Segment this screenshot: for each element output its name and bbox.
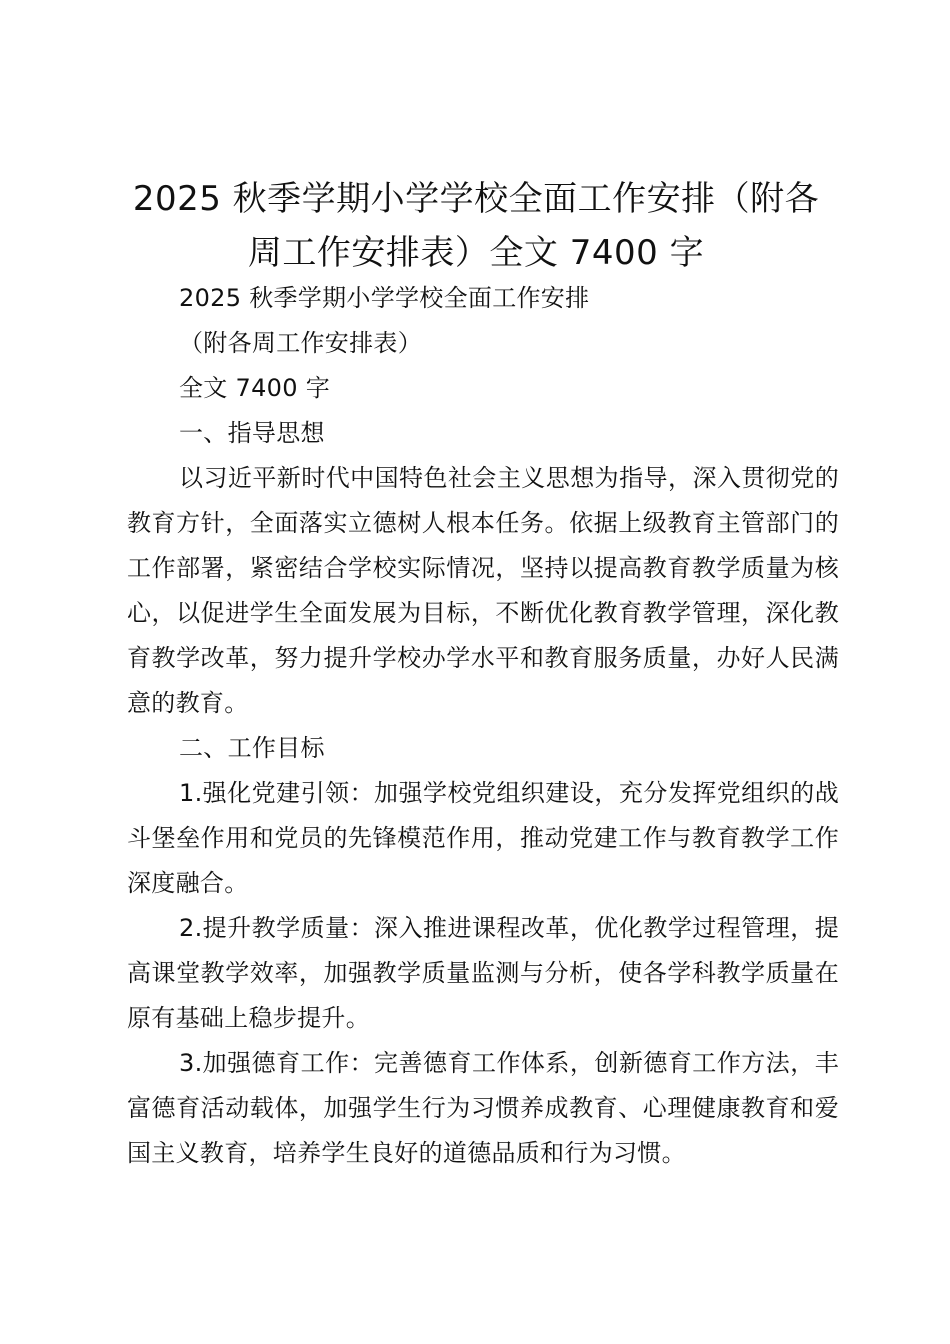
subtitle-line-2: （附各周工作安排表） [179,329,422,357]
paragraph-guiding-ideology: 以习近平新时代中国特色社会主义思想为指导，深入贯彻党的教育方针，全面落实立德树人根本任务。依据上级教育主管部门的工作部署，紧密结合学校实际情况，坚持以提高教育教学质量为核心，以促进学生全面发展为目标，不断优化教育教学管理，深化教育教学改革，努力提升学校办学水平和教育服务质量，办好人民满意的教育。 [127,464,839,717]
word-count-line: 全文 7400 字 [179,374,331,402]
document-body [127,276,839,1176]
document-title: 2025 秋季学期小学学校全面工作安排（附各周工作安排表）全文 7400 字 [132,179,820,273]
paragraph-goal-3: 3.加强德育工作：完善德育工作体系，创新德育工作方法，丰富德育活动载体，加强学生行为习惯养成教育、心理健康教育和爱国主义教育，培养学生良好的道德品质和行为习惯。 [127,1049,839,1167]
subtitle-line-1: 2025 秋季学期小学学校全面工作安排 [179,284,590,312]
paragraph-goal-2: 2.提升教学质量：深入推进课程改革，优化教学过程管理，提高课堂教学效率，加强教学质量监测与分析，使各学科教学质量在原有基础上稳步提升。 [127,914,839,1032]
paragraph-goal-1: 1.强化党建引领：加强学校党组织建设，充分发挥党组织的战斗堡垒作用和党员的先锋模范作用，推动党建工作与教育教学工作深度融合。 [127,779,839,897]
section-heading-work-goals: 二、工作目标 [179,734,325,762]
section-heading-guiding-ideology: 一、指导思想 [179,419,325,447]
